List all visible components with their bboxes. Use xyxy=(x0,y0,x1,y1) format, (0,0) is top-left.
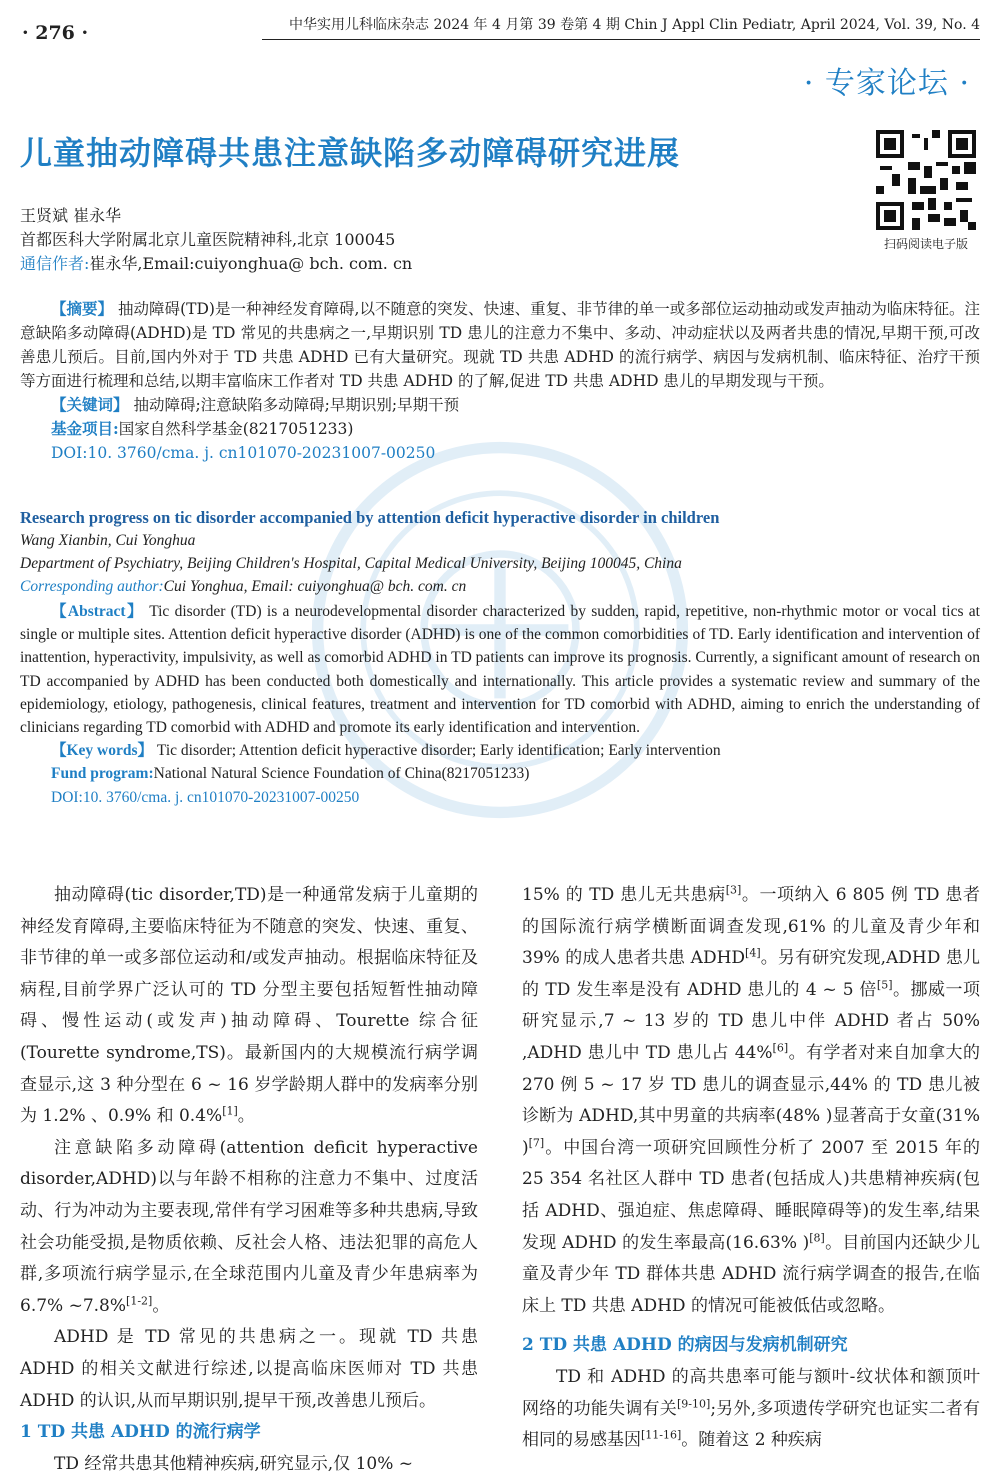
section-tag: · 专家论坛 · xyxy=(803,66,970,101)
abstract-en-label: 【Abstract】 xyxy=(51,603,144,620)
corresponding-en xyxy=(20,578,466,596)
body-paragraph: 15% 的 TD 患儿无共患病[3]。一项纳入 6 805 例 TD 患者的国际流行病学横断面调查发现,61% 的儿童及青少年和 39% 的成人患者共患 ADHD[4]。另有研究发现,ADHD 患儿的 TD 发生率是没有 ADHD 患儿的 4 ~ 5 倍[5]。挪威一项研究显示,7 ~ 13 岁的 TD 患儿中伴 ADHD 者占 50% ,ADHD 患儿中 TD 患儿占 44%[6]。有学者对来自加拿大的 270 例 5 ~ 17 岁 TD 患儿的调查显示,44% 的 TD 患儿被诊断为 ADHD,其中男童的共病率(48% )显著高于女童(31% )[7]。中国台湾一项研究回顾性分析了 2007 至 2015 年的 25 354 名社区人群中 TD 患者(包括成人)共患精神疾病(包括 ADHD、强迫症、焦虑障碍、睡眠障碍等)的发生率,结果发现 ADHD 的发生率最高(16.63% )[8]。目前国内还缺少儿童及青少年 TD 群体共患 ADHD 流行病学调查的报告,在临床上 TD 共患 ADHD 的情况可能被低估或忽略。 xyxy=(522,883,981,1316)
citation[interactable]: [5] xyxy=(876,978,893,992)
keywords-en-text: Tic disorder; Attention deficit hyperactive disorder; Early identification; Early intervention xyxy=(156,742,721,760)
body-paragraph: ADHD 是 TD 常见的共患病之一。现就 TD 共患 ADHD 的相关文献进行综述,以提高临床医师对 TD 共患 ADHD 的认识,从而早期识别,提早干预,改善患儿预后。 xyxy=(20,1327,478,1411)
authors-cn: 王贤斌 崔永华 xyxy=(20,206,122,225)
affiliation-cn: 首都医科大学附属北京儿童医院精神科,北京 100045 xyxy=(20,230,396,249)
fund-en-label: Fund program: xyxy=(51,765,154,783)
qr-caption: 扫码阅读电子版 xyxy=(883,237,968,251)
corresponding-cn xyxy=(20,251,412,274)
fund-en-text: National Natural Science Foundation of China(8217051233) xyxy=(153,765,530,783)
abstract-cn xyxy=(20,297,980,465)
abstract-cn-text: 抽动障碍(TD)是一种神经发育障碍,以不随意的突发、快速、重复、非节律的单一或多部位运动抽动或发声抽动为临床特征。注意缺陷多动障碍(ADHD)是 TD 常见的共患病之一,早期识别 TD 患儿的注意力不集中、多动、冲动症状以及两者共患的情况,早期干预,可改善患儿预后。目前,国内外对于 TD 共患 ADHD 已有大量研究。现就 TD 共患 ADHD 的流行病学、病因与发病机制、临床特征、治疗干预等方面进行梳理和总结,以期丰富临床工作者对 TD 共患 ADHD 的了解,促进 TD 共患 ADHD 患儿的早期发现与干预。 xyxy=(20,300,980,390)
corresponding-en-label: Corresponding author: xyxy=(20,578,164,595)
body-right-column xyxy=(522,880,980,1457)
fund-cn-text: 国家自然科学基金(8217051233) xyxy=(118,420,354,438)
doi-cn[interactable]: DOI:10. 3760/cma. j. cn101070-20231007-00250 xyxy=(51,444,436,462)
keywords-cn-label: 【关键词】 xyxy=(51,395,129,414)
authors-en: Wang Xianbin, Cui Yonghua xyxy=(20,532,196,549)
article-title: 儿童抽动障碍共患注意缺陷多动障碍研究进展 xyxy=(20,134,681,172)
citation[interactable]: [8] xyxy=(809,1230,825,1244)
keywords-cn-text: 抽动障碍;注意缺陷多动障碍;早期识别;早期干预 xyxy=(133,396,460,414)
corresponding-label: 通信作者: xyxy=(20,254,90,273)
affiliation-en: Department of Psychiatry, Beijing Children's Hospital, Capital Medical University, Beijing 100045, China xyxy=(20,555,682,572)
abstract-en xyxy=(20,600,980,809)
qr-code-icon xyxy=(876,130,976,230)
citation[interactable]: [1] xyxy=(222,1104,238,1118)
citation[interactable]: [1-2] xyxy=(126,1294,153,1308)
title-en: Research progress on tic disorder accompanied by attention deficit hyperactive disorder in children xyxy=(20,508,720,527)
body-paragraph: TD 和 ADHD 的高共患率可能与额叶-纹状体和额顶叶网络的功能失调有关[9-10];另外,多项遗传学研究也证实二者有相同的易感基因[11-16]。随着这 2 种疾病 xyxy=(522,1366,981,1451)
body-paragraph: TD 经常共患其他精神疾病,研究显示,仅 10% ~ xyxy=(54,1453,414,1474)
body-left-column xyxy=(20,880,478,1480)
citation[interactable]: [7] xyxy=(528,1136,545,1150)
doi-en[interactable]: DOI:10. 3760/cma. j. cn101070-20231007-00250 xyxy=(51,788,360,806)
abstract-cn-label: 【摘要】 xyxy=(51,299,114,318)
keywords-en-label: 【Key words】 xyxy=(51,742,154,760)
citation[interactable]: [4] xyxy=(745,946,761,960)
journal-header: 中华实用儿科临床杂志 2024 年 4 月第 39 卷第 4 期 Chin J Appl Clin Pediatr, April 2024, Vol. 39, No. 4 xyxy=(262,14,980,40)
citation[interactable]: [6] xyxy=(772,1041,789,1055)
section-heading-1: 1 TD 共患 ADHD 的流行病学 xyxy=(20,1422,261,1443)
abstract-en-text: Tic disorder (TD) is a neurodevelopmental disorder characterized by sudden, rapid, repetitive, non-rhythmic motor or vocal tics at single or multiple sites. Attention deficit hyperactive disorder (ADHD) is one of the common comorbidities of TD. Early identification and intervention of inattention, hyperactivity, impulsivity, as well as comorbid ADHD in TD patients can improve its prognosis. Currently, a significant amount of research on TD accompanied by ADHD has been conducted both domestically and internationally. This article provides a systematic review and summary of the epidemiology, etiology, pathogenesis, clinical features, treatment and intervention for TD comorbid with ADHD, aiming to enrich the understanding of clinicians regarding TD comorbid with ADHD and promote its early identification and intervention. xyxy=(20,603,980,737)
body-paragraph: 抽动障碍(tic disorder,TD)是一种通常发病于儿童期的神经发育障碍,主要临床特征为不随意的突发、快速、重复、非节律的单一或多部位运动和/或发声抽动。根据临床特征及病程,目前学界广泛认可的 TD 分型主要包括短暂性抽动障碍、慢性运动(或发声)抽动障碍、Tourette 综合征(Tourette syndrome,TS)。最新国内的大规模流行病学调查显示,这 3 种分型在 6 ~ 16 岁学龄期人群中的发病率分别为 1.2% 、0.9% 和 0.4%[1]。 xyxy=(20,885,478,1127)
corresponding-en-text: Cui Yonghua, Email: cuiyonghua@ bch. com. cn xyxy=(163,578,467,595)
section-heading-2: 2 TD 共患 ADHD 的病因与发病机制研究 xyxy=(522,1335,848,1356)
citation[interactable]: [11-16] xyxy=(641,1428,682,1442)
citation[interactable]: [9-10] xyxy=(677,1396,711,1410)
page-number: · 276 · xyxy=(22,22,89,44)
citation[interactable]: [3] xyxy=(725,883,742,897)
body-paragraph: 注意缺陷多动障碍(attention deficit hyperactive disorder,ADHD)以与年龄不相称的注意力不集中、过度活动、行为冲动为主要表现,常伴有学习困难等多种共患病,导致社会功能受损,是物质依赖、反社会人格、违法犯罪的高危人群,多项流行病学显示,在全球范围内儿童及青少年患病率为 6.7% ~7.8%[1-2]。 xyxy=(20,1137,478,1316)
corresponding-text: 崔永华,Email:cuiyonghua@ bch. com. cn xyxy=(89,254,413,273)
fund-cn-label: 基金项目: xyxy=(51,419,119,438)
